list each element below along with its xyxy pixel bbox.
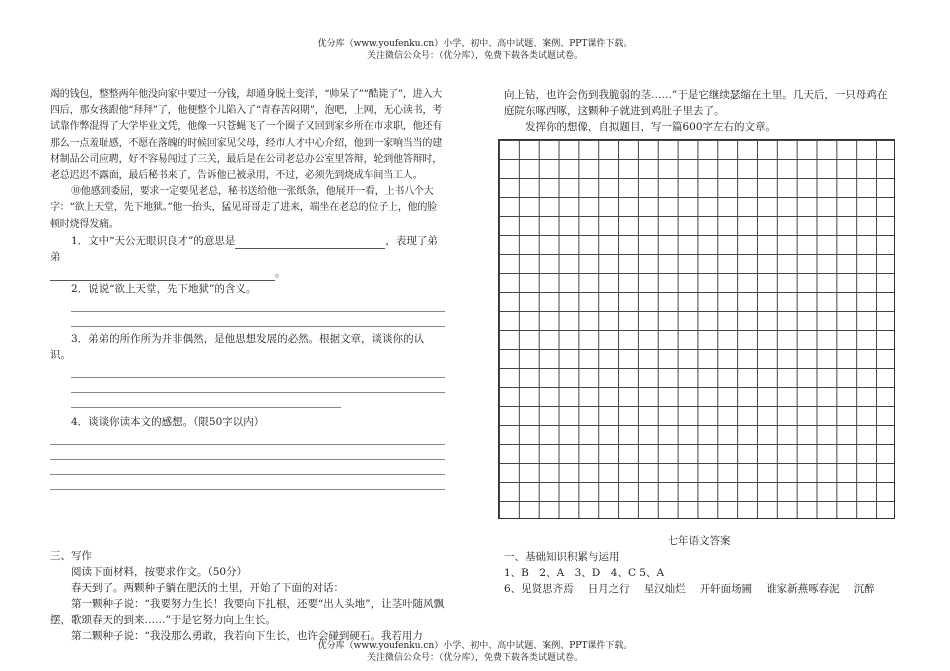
material-line-1: 春天到了。两颗种子躺在肥沃的土里，开始了下面的对话： (71, 581, 344, 594)
question-1-text: 1．文中“天公无眼识良才”的意思是 (71, 234, 236, 247)
question-3: 3．弟弟的所作所为并非偶然，是他思想发展的必然。根据文章，谈谈你的认识。 (50, 332, 425, 361)
question-4: 4．谈谈你读本文的感想。（限50字以内） (71, 415, 265, 428)
material-line-3: 第二颗种子说：“我没那么勇敢，我若向下生长，也许会碰到硬石。我若用力 (71, 629, 423, 642)
material-continued: 向上钻，也许会伤到我脆弱的茎……”于是它继续瑟缩在土里。几天后，一只母鸡在庭院东啄西啄，这颗种子就进到鸡肚子里去了。 (504, 89, 888, 117)
right-column (504, 87, 894, 135)
page-footer (0, 640, 950, 664)
essay-writing-grid[interactable] (498, 139, 895, 519)
question-1 (50, 233, 445, 265)
footer-line-1: 优分库（www.youfenku.cn）小学、初中、高中试题、案例、PPT课件下载。 (317, 641, 633, 651)
story-paragraph-1: 竭的钱包，整整两年他没向家中要过一分钱，却通身脱土变洋，“帅呆了”“酷毙了”，进入大四后，那女孩跟他“拜拜”了，他便整个儿陷入了“青春苦闷期”，泡吧，上网，无心读书，考试靠作弊混得了大学毕业文凭，他像一只苍蝇飞了一个圈子又回到家乡所在市求职，他还有那么一点羞耻感，不愿在落魄的时候回家见父母，经市人才中心介绍，他到一家响当当的建材制品公司应聘，好不容易闯过了三关，最后是在公司老总办公室里答辩，轮到他答辩时，老总迟迟不露面，最后秘书来了，告诉他已被录用，不过，必须先到烧成车间当工人。 (50, 89, 443, 182)
essay-prompt: 发挥你的想像，自拟题目，写一篇600字左右的文章。 (525, 121, 777, 133)
answer-key (504, 533, 894, 597)
writing-instruction: 阅读下面材料，按要求作文。（50分） (71, 565, 248, 578)
answer-line[interactable] (71, 312, 445, 327)
answer-fill: 谁家新燕啄春泥 (766, 583, 840, 595)
answer-line[interactable] (71, 363, 445, 378)
answer-line-2 (504, 581, 894, 597)
answer-line[interactable] (71, 393, 341, 408)
answer-line-1: 1、B 2、A 3、D 4、C 5、A (504, 567, 665, 579)
question-1-cont (50, 265, 445, 281)
answer-line[interactable] (71, 378, 445, 393)
header-line-2: 关注微信公众号：（优分库），免费下载各类试题试卷。 (366, 51, 583, 61)
answer-key-title: 七年语文答案 (667, 535, 731, 547)
header-line-1: 优分库（www.youfenku.cn）小学、初中、高中试题、案例、PPT课件下载。 (317, 39, 633, 49)
answer-fill: 6、见贤思齐焉 (504, 583, 574, 595)
story-paragraph-2: ⑩他感到委屈，要求一定要见老总，秘书送给他一张纸条，他展开一看，上书八个大字：“欲上天堂，先下地狱。”他一抬头，猛见哥哥走了进来，端坐在老总的位子上，他的脸顿时烧得发痛。 (50, 186, 438, 230)
section-3-heading: 三、写作 (50, 549, 92, 562)
footer-line-2: 关注微信公众号：（优分库），免费下载各类试题试卷。 (366, 653, 583, 663)
material-line-2: 第一颗种子说：“我要努力生长！我要向下扎根，还要“出人头地”，让茎叶随风飘摆，歌颂春天的到来……”于是它努力向上生长。 (50, 597, 445, 626)
answer-blank-2[interactable] (50, 269, 275, 281)
answer-line[interactable] (71, 297, 445, 312)
answer-fill: 沉醉 (853, 583, 875, 595)
answer-fill: 日月之行 (587, 583, 630, 595)
question-1-end: 。 (275, 266, 286, 279)
question-2: 2．说说“欲上天堂，先下地狱”的含义。 (71, 282, 257, 295)
answer-section-1: 一、基础知识积累与运用 (504, 551, 620, 563)
answer-fill: 星汉灿烂 (643, 583, 686, 595)
question-1-text-b: ，表现了弟弟 (50, 234, 438, 263)
answer-line[interactable] (50, 460, 445, 475)
answer-fill: 开轩面场圃 (699, 583, 753, 595)
answer-line[interactable] (50, 475, 445, 490)
page-header (0, 38, 950, 62)
left-column (50, 87, 445, 644)
answer-blank-1[interactable] (235, 237, 385, 249)
answer-line[interactable] (50, 430, 445, 445)
answer-line[interactable] (50, 445, 445, 460)
